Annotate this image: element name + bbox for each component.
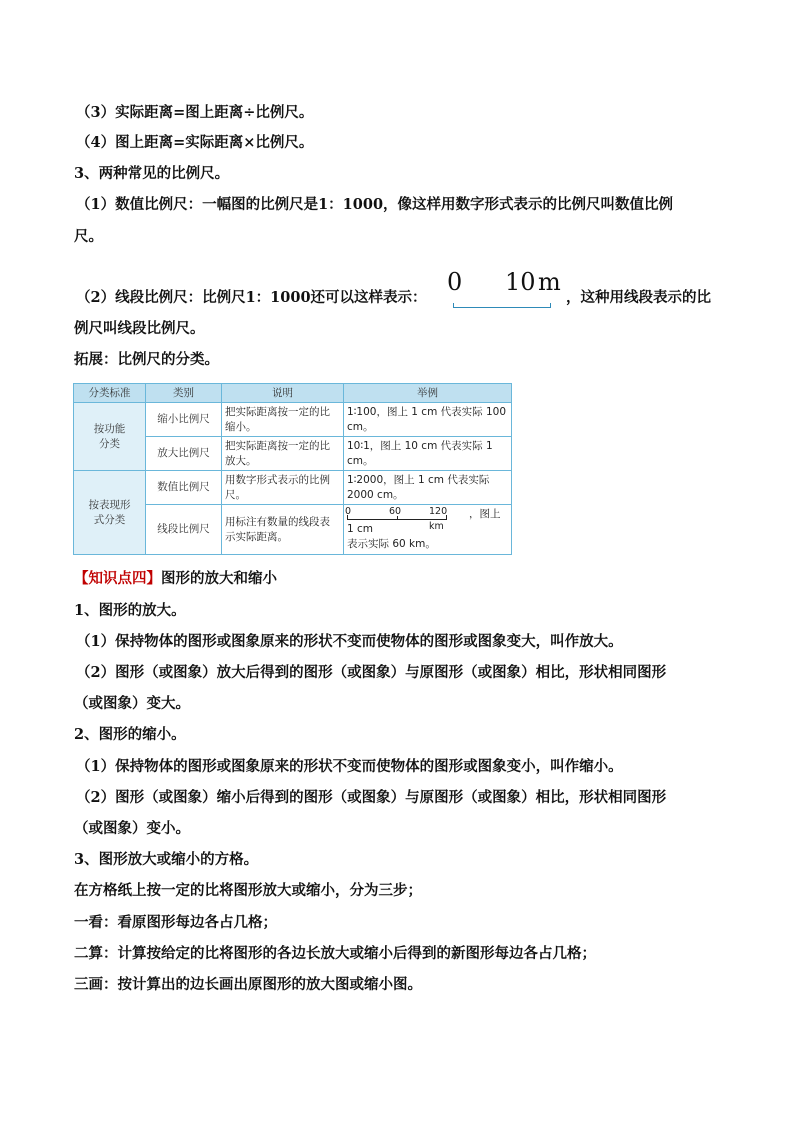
section-heading: 1、图形的放大。 [74, 602, 186, 619]
text-line: （2）图形（或图象）放大后得到的图形（或图象）与原图形（或图象）相比，形状相同图形 [76, 664, 667, 681]
text-line: 三画：按计算出的边长画出原图形的放大图或缩小图。 [74, 976, 422, 993]
text-line: 二算：计算按给定的比将图形的各边长放大或缩小后得到的新图形每边各占几格； [74, 945, 596, 962]
knowledge-point-heading [74, 569, 277, 589]
table-row [74, 403, 512, 437]
text-line: （或图象）变大。 [74, 695, 190, 712]
mini-scale-tick [397, 516, 398, 520]
text-line: （1）保持物体的图形或图象原来的形状不变而使物体的图形或图象变大，叫作放大。 [76, 633, 623, 650]
description-cell: 用数字形式表示的比例尺。 [222, 471, 344, 505]
scale-classification-table [73, 383, 512, 555]
table-header-row [74, 384, 512, 403]
section-heading: 3、两种常见的比例尺。 [74, 165, 230, 182]
category-cell: 放大比例尺 [146, 437, 222, 471]
text-line: （4）图上距离=实际距离×比例尺。 [76, 134, 314, 151]
section-heading: 2、图形的缩小。 [74, 726, 186, 743]
group-cell [74, 471, 146, 555]
category-cell: 数值比例尺 [146, 471, 222, 505]
description-cell: 把实际距离按一定的比放大。 [222, 437, 344, 471]
text-line: （2）图形（或图象）缩小后得到的图形（或图象）与原图形（或图象）相比，形状相同图形 [76, 789, 667, 806]
scale-zero: 0 [447, 268, 463, 296]
mini-scale-mid: 60 [389, 506, 402, 518]
table-row [74, 471, 512, 505]
text-line: 例尺叫线段比例尺。 [74, 320, 205, 337]
text-line: 在方格纸上按一定的比将图形放大或缩小，分为三步； [74, 882, 422, 899]
text-line: ，这种用线段表示的比 [566, 289, 711, 306]
section-heading: 3、图形放大或缩小的方格。 [74, 851, 259, 868]
text-line: （或图象）变小。 [74, 820, 190, 837]
line-scale-figure [443, 270, 565, 310]
mini-scale-end: 120 km [429, 506, 448, 533]
table-header: 举例 [344, 384, 512, 403]
group-label: 按功能分类 [93, 422, 126, 450]
example-cell [344, 505, 512, 555]
scale-line [453, 303, 551, 308]
example-text: 表示实际 60 km。 [347, 538, 436, 551]
example-cell: 1∶100，图上 1 cm 代表实际 100 cm。 [344, 403, 512, 437]
text-line: （3）实际距离=图上距离÷比例尺。 [76, 104, 314, 121]
description-cell: 用标注有数量的线段表示实际距离。 [222, 505, 344, 555]
example-cell: 1∶2000，图上 1 cm 代表实际 2000 cm。 [344, 471, 512, 505]
group-cell [74, 403, 146, 471]
example-cell: 10∶1，图上 10 cm 代表实际 1 cm。 [344, 437, 512, 471]
scale-ten: 10 [505, 268, 536, 296]
text-line: 一看：看原图形每边各占几格； [74, 914, 277, 931]
text-line: 尺。 [74, 228, 103, 245]
example-text: ，图上 1 cm [347, 508, 501, 536]
table-header: 类别 [146, 384, 222, 403]
scale-unit: m [538, 268, 561, 296]
mini-scale-zero: 0 [345, 506, 352, 518]
category-cell: 线段比例尺 [146, 505, 222, 555]
category-cell: 缩小比例尺 [146, 403, 222, 437]
table-header: 说明 [222, 384, 344, 403]
heading-tag: 【知识点四】 [74, 570, 161, 587]
text-line: （2）线段比例尺：比例尺1：1000还可以这样表示： [76, 289, 427, 306]
group-label: 按表现形式分类 [88, 498, 131, 526]
text-line: （1）保持物体的图形或图象原来的形状不变而使物体的图形或图象变小，叫作缩小。 [76, 758, 623, 775]
table-header: 分类标准 [74, 384, 146, 403]
heading-title: 图形的放大和缩小 [161, 570, 277, 587]
text-line: 拓展：比例尺的分类。 [74, 351, 219, 368]
description-cell: 把实际距离按一定的比缩小。 [222, 403, 344, 437]
text-line: （1）数值比例尺：一幅图的比例尺是1：1000，像这样用数字形式表示的比例尺叫数值比例 [76, 196, 674, 213]
